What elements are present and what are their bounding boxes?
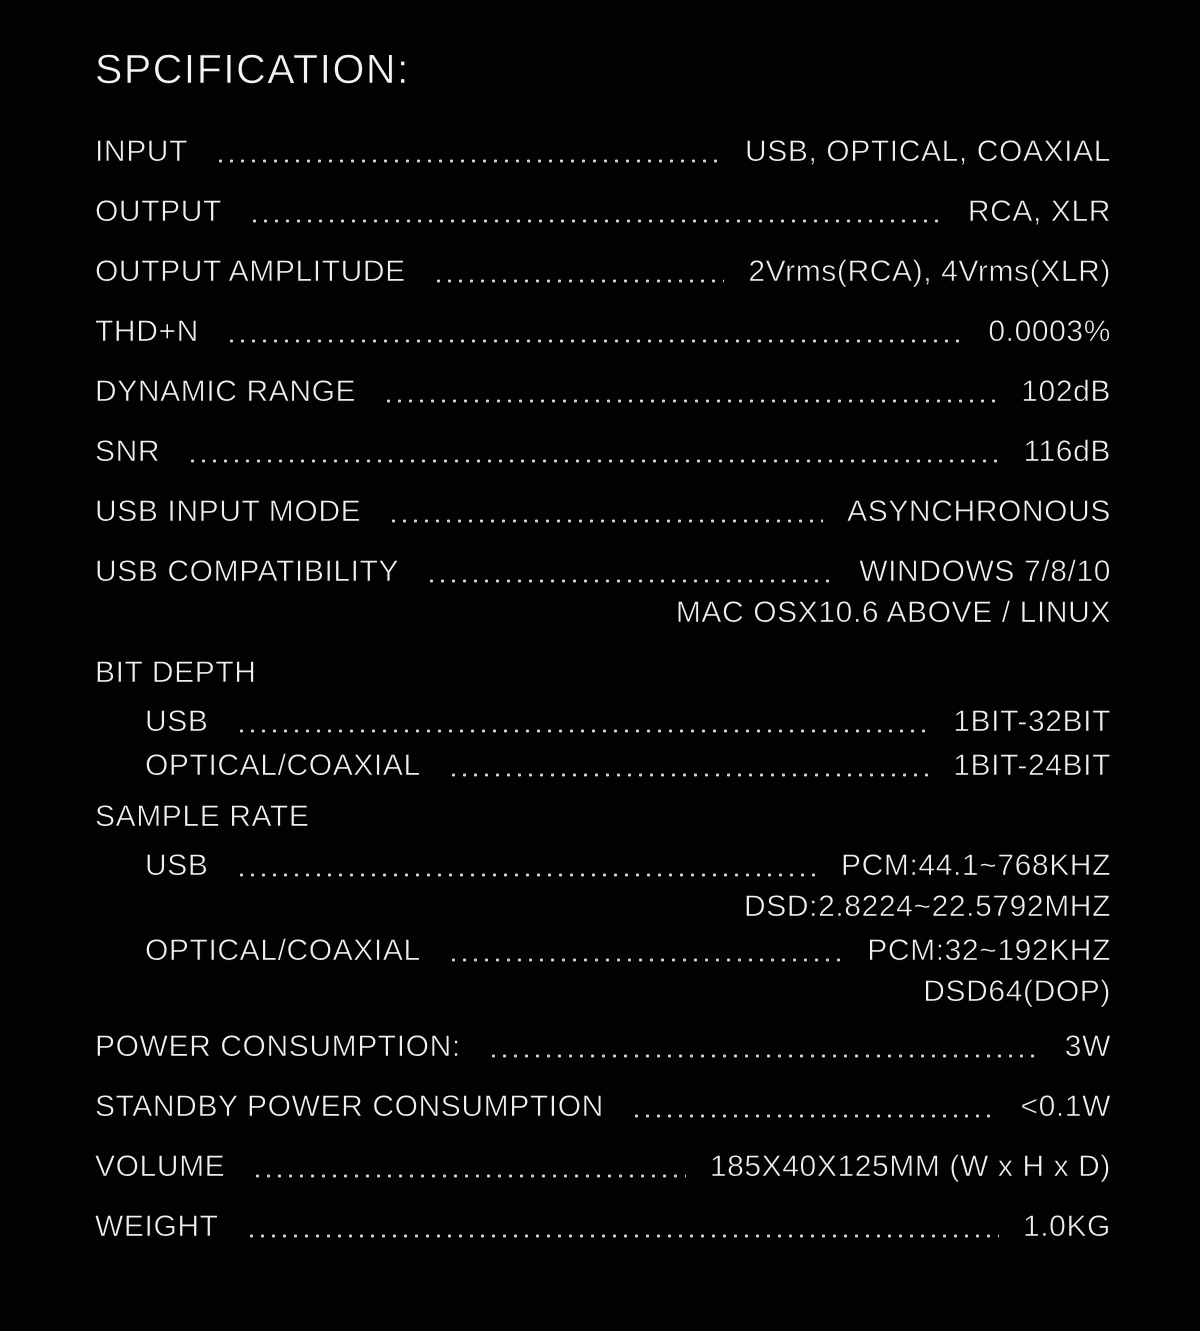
dot-leader bbox=[226, 312, 965, 352]
spec-value: 1BIT-24BIT bbox=[953, 749, 1111, 782]
spec-row bbox=[95, 192, 1111, 232]
spec-section-row bbox=[95, 797, 1111, 837]
spec-label: THD+N bbox=[95, 315, 199, 348]
spec-section-label: SAMPLE RATE bbox=[95, 800, 310, 833]
dot-leader bbox=[448, 931, 844, 971]
dot-leader bbox=[246, 1207, 999, 1247]
dot-leader bbox=[252, 1147, 686, 1187]
spec-label: OPTICAL/COAXIAL bbox=[145, 934, 421, 967]
spec-value: 3W bbox=[1064, 1030, 1111, 1063]
dot-leader bbox=[426, 552, 835, 592]
spec-label: VOLUME bbox=[95, 1150, 226, 1183]
dot-leader bbox=[236, 846, 818, 886]
page-title: SPCIFICATION: bbox=[95, 46, 410, 92]
spec-value: 102dB bbox=[1021, 375, 1111, 408]
dot-leader bbox=[249, 192, 944, 232]
spec-row bbox=[95, 492, 1111, 532]
spec-value: WINDOWS 7/8/10 bbox=[859, 555, 1111, 588]
spec-label: OPTICAL/COAXIAL bbox=[145, 749, 421, 782]
spec-value: USB, OPTICAL, COAXIAL bbox=[744, 135, 1111, 168]
spec-row bbox=[95, 552, 1111, 633]
spec-value: ASYNCHRONOUS bbox=[847, 495, 1111, 528]
spec-value-line2: DSD64(DOP) bbox=[923, 975, 1111, 1008]
spec-row bbox=[95, 1087, 1111, 1127]
spec-label: OUTPUT AMPLITUDE bbox=[95, 255, 406, 288]
spec-value: 1.0KG bbox=[1022, 1210, 1111, 1243]
spec-row bbox=[95, 432, 1111, 472]
dot-leader bbox=[388, 492, 823, 532]
spec-value: 185X40X125MM (W x H x D) bbox=[709, 1150, 1111, 1183]
spec-row bbox=[95, 1027, 1111, 1067]
spec-row bbox=[95, 1207, 1111, 1247]
dot-leader bbox=[187, 432, 999, 472]
spec-label: POWER CONSUMPTION: bbox=[95, 1030, 461, 1063]
spec-value: 1BIT-32BIT bbox=[953, 705, 1111, 738]
spec-label: SNR bbox=[95, 435, 161, 468]
spec-row bbox=[95, 372, 1111, 412]
spec-row bbox=[95, 931, 1111, 1012]
spec-row bbox=[95, 746, 1111, 786]
spec-row bbox=[95, 1147, 1111, 1187]
spec-label: USB INPUT MODE bbox=[95, 495, 362, 528]
spec-value: RCA, XLR bbox=[967, 195, 1111, 228]
dot-leader bbox=[215, 132, 721, 172]
spec-value-line2: MAC OSX10.6 ABOVE / LINUX bbox=[675, 596, 1111, 629]
spec-value: 116dB bbox=[1023, 435, 1111, 468]
spec-value-line2: DSD:2.8224~22.5792MHZ bbox=[744, 890, 1111, 923]
spec-value: PCM:44.1~768KHZ bbox=[841, 849, 1111, 882]
spec-value: PCM:32~192KHZ bbox=[867, 934, 1111, 967]
spec-row-list bbox=[95, 132, 1111, 1247]
dot-leader bbox=[448, 746, 930, 786]
dot-leader bbox=[488, 1027, 1041, 1067]
spec-label: OUTPUT bbox=[95, 195, 222, 228]
spec-label: WEIGHT bbox=[95, 1210, 219, 1243]
spec-value: 2Vrms(RCA), 4Vrms(XLR) bbox=[748, 255, 1111, 288]
dot-leader bbox=[383, 372, 997, 412]
spec-section-label: BIT DEPTH bbox=[95, 656, 257, 689]
spec-value: 0.0003% bbox=[988, 315, 1111, 348]
spec-row bbox=[95, 312, 1111, 352]
spec-label: DYNAMIC RANGE bbox=[95, 375, 357, 408]
dot-leader bbox=[236, 702, 930, 742]
spec-label: USB bbox=[145, 849, 209, 882]
spec-row bbox=[95, 846, 1111, 927]
dot-leader bbox=[631, 1087, 997, 1127]
spec-label: INPUT bbox=[95, 135, 188, 168]
dot-leader bbox=[433, 252, 725, 292]
spec-label: USB COMPATIBILITY bbox=[95, 555, 400, 588]
spec-section-row bbox=[95, 653, 1111, 693]
spec-value: <0.1W bbox=[1020, 1090, 1111, 1123]
spec-row bbox=[95, 702, 1111, 742]
spec-label: USB bbox=[145, 705, 209, 738]
spec-row bbox=[95, 252, 1111, 292]
spec-row bbox=[95, 132, 1111, 172]
spec-label: STANDBY POWER CONSUMPTION bbox=[95, 1090, 604, 1123]
